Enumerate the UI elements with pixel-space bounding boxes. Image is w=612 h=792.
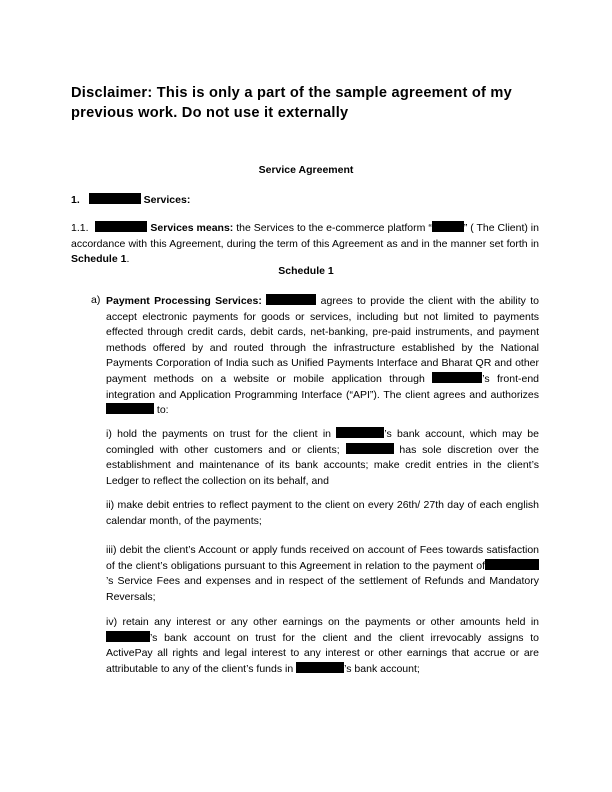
redaction-box: [432, 221, 464, 232]
redaction-box: [89, 193, 141, 204]
clause-text: ” ( The Client) in accordance with this Agreement, during the term of this Agreement as and in the manner set forth in: [71, 222, 539, 250]
disclaimer-heading: Disclaimer: This is only a part of the sample agreement of my previous work. Do not use it externally: [71, 85, 513, 121]
document-title: Service Agreement: [258, 164, 354, 176]
item-a-text: ’s front-end integration and Application Programming Interface (“API”). The client agrees and authorizes: [106, 372, 540, 401]
sub-item-iv: [106, 615, 539, 677]
redaction-box: [296, 662, 344, 673]
sub-item-text: iii) debit the client’s Account or apply funds received on account of Fees towards satisfaction of the client’s obligations pursuant to this Agreement in relation to the payment of: [106, 544, 539, 572]
item-a-label: a): [91, 294, 101, 306]
redaction-box: [432, 372, 482, 383]
section-number: 1.: [71, 194, 80, 206]
sub-item-text: has sole discretion over the establishment and maintenance of its bank accounts; make credit entries in the client’s Ledger to reflect the collection on its behalf, and: [106, 443, 540, 487]
sub-item-text: ii) make debit entries to reflect payment to the client on every 26th/ 27th day of each english calendar month, of the payments;: [106, 499, 539, 527]
schedule-heading: Schedule 1: [278, 265, 334, 277]
item-a-paragraph: [106, 294, 539, 419]
clause-term: Services means:: [150, 222, 234, 234]
sub-item-i: [106, 427, 539, 489]
sub-item-ii: [106, 498, 539, 529]
sub-item-text: ’s Service Fees and expenses and in respect of the settlement of Refunds and Mandatory Reversals;: [106, 575, 539, 603]
redaction-box: [106, 631, 150, 642]
sub-item-text: ’s bank account;: [344, 662, 420, 675]
section-title: Services:: [143, 194, 191, 206]
clause-text: the Services to the e-commerce platform “: [236, 222, 432, 234]
sub-item-text: iv) retain any interest or any other earnings on the payments or other amounts held in: [106, 616, 539, 628]
item-a-text: agrees to provide the client with the ability to accept electronic payments for goods or services, including but not limited to payments effected through credit cards, debit cards, net-banking, pre-paid instruments, and payment methods offered by and routed through the infrastructure established by the National Payments Corporation of India such as Unified Payments Interface and Bharat QR and other payment methods on a website or mobile application through: [106, 295, 539, 385]
item-a-heading: Payment Processing Services:: [106, 295, 262, 307]
sub-item-text: i) hold the payments on trust for the client in: [106, 428, 332, 440]
redaction-box: [106, 403, 154, 414]
redaction-box: [336, 427, 384, 438]
redaction-box: [485, 559, 539, 570]
item-a-text: to:: [156, 404, 169, 417]
clause-1-1: [71, 221, 539, 268]
clause-text: .: [126, 253, 130, 266]
redaction-box: [266, 294, 316, 305]
sub-item-iii: [106, 543, 539, 605]
redaction-box: [95, 221, 147, 232]
sub-item-text: ’s bank account on trust for the client and the client irrevocably assigns to ActivePay all rights and legal interest to any interest or other earnings that accrue or are attributable to any of the client’s funds in: [106, 631, 539, 675]
redaction-box: [346, 443, 394, 454]
clause-number: 1.1.: [71, 222, 89, 234]
section-1-heading: [71, 193, 190, 206]
schedule-reference: Schedule 1: [71, 253, 127, 266]
sub-item-text: ’s bank account, which may be comingled with other customers and or clients;: [106, 428, 539, 456]
